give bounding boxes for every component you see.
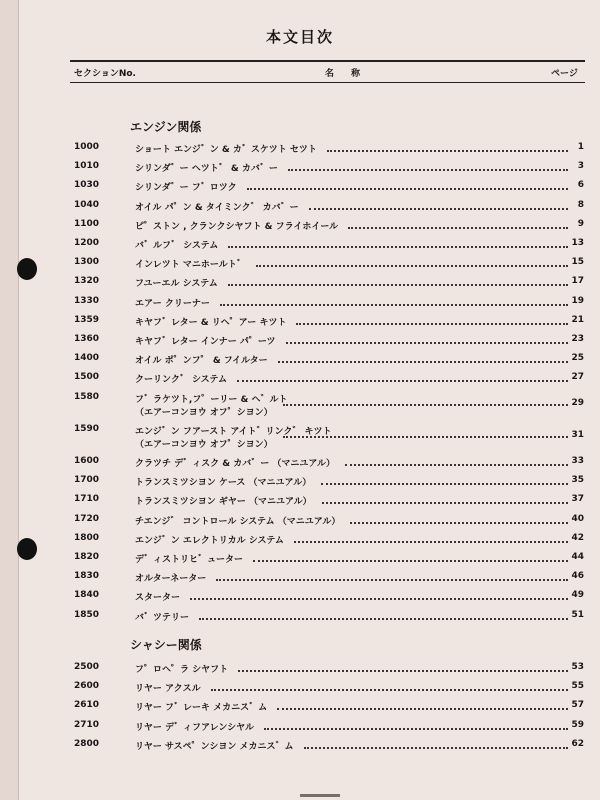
page-number: 29 (571, 397, 584, 408)
entry-name-line2: （エアーコンヨウ オフ゜シヨン） (135, 439, 273, 450)
section-number: 1010 (74, 161, 100, 172)
page-number: 57 (571, 700, 584, 711)
dot-leader (228, 284, 568, 286)
entry-name: インレツト マニホールト゛ (135, 260, 246, 271)
dot-leader (216, 579, 568, 581)
page-number: 59 (571, 719, 584, 730)
entry-name: ショート エンジ゛ン & カ゛スケツト セツト (135, 145, 317, 155)
section-number: 1200 (74, 238, 100, 248)
dot-leader (321, 483, 568, 485)
section-number: 1040 (74, 199, 100, 210)
dot-leader (256, 265, 568, 267)
dot-leader (283, 436, 568, 438)
page-number: 17 (571, 276, 584, 287)
page-number: 40 (571, 513, 584, 524)
page-number: 27 (571, 372, 584, 383)
page-number: 3 (577, 161, 584, 172)
section-number: 2710 (74, 719, 100, 730)
section-number: 1700 (74, 475, 100, 486)
section-number: 1600 (74, 456, 100, 466)
page-title: 本文目次 (265, 28, 334, 46)
dot-leader (253, 560, 568, 562)
entry-name: トランスミツシヨン ケース （マニユアル） (135, 478, 312, 489)
entry-name: エンジ゛ン エレクトリカル システム (135, 535, 284, 546)
entry-name-line2: （エアーコンヨウ オフ゜シヨン） (135, 407, 273, 418)
page-edge (0, 0, 19, 800)
page-number: 37 (571, 494, 584, 505)
section-number: 1580 (74, 391, 100, 402)
dot-leader (247, 188, 568, 190)
dot-leader (348, 227, 568, 229)
section-number: 1500 (74, 372, 100, 383)
section-number: 1360 (74, 334, 100, 344)
page-number: 55 (571, 681, 584, 692)
page-number: 21 (571, 314, 584, 325)
section-number: 1320 (74, 276, 100, 287)
dot-leader (327, 150, 568, 152)
entry-name: オルターネーター (135, 574, 207, 585)
page-number: 62 (571, 738, 584, 749)
footer-mark (300, 794, 340, 797)
page-number: 35 (571, 475, 584, 486)
dot-leader (237, 380, 568, 382)
section-number: 1800 (74, 532, 100, 543)
page-number: 25 (571, 353, 584, 364)
page-number: 15 (571, 257, 584, 268)
dot-leader (345, 464, 568, 466)
page-number: 42 (571, 532, 584, 543)
dot-leader (190, 598, 568, 600)
dot-leader (228, 246, 568, 248)
dot-leader (296, 323, 568, 325)
section-number: 1100 (74, 218, 100, 229)
dot-leader (264, 728, 568, 730)
section-number: 1400 (74, 353, 100, 364)
entry-name: リヤー アクスル (135, 684, 201, 695)
section-number: 1820 (74, 552, 100, 562)
entry-name: キヤフ゛レター インナー パ゜ーツ (135, 337, 276, 347)
section-number: 1300 (74, 257, 100, 268)
page-number: 13 (571, 238, 584, 248)
header-name: 名 称 (325, 69, 365, 79)
entry-name: デ゛ィストリヒ゛ューター (135, 555, 244, 565)
entry-name: リヤー サスペ゜ンシヨン メカニス゛ム (135, 741, 294, 752)
page-number: 31 (571, 429, 584, 440)
dot-leader (309, 208, 568, 210)
section-title: エンジン関係 (130, 120, 202, 134)
section-number: 1590 (74, 423, 100, 434)
dot-leader (199, 618, 568, 620)
dot-leader (288, 169, 568, 171)
dot-leader (211, 689, 568, 691)
entry-name: トランスミツシヨン ギヤー （マニユアル） (135, 497, 312, 508)
entry-name: リヤー フ゛レーキ メカニス゛ム (135, 703, 268, 714)
dot-leader (322, 502, 568, 504)
section-number: 1830 (74, 571, 100, 582)
dot-leader (294, 541, 568, 543)
page-number: 44 (571, 552, 584, 562)
dot-leader (220, 304, 568, 306)
page-number: 46 (571, 571, 584, 582)
section-number: 1359 (74, 314, 100, 325)
entry-name: クーリンク゛ システム (135, 375, 228, 386)
header-bottom-rule (70, 82, 585, 83)
entry-name: エアー クリーナー (135, 298, 210, 309)
entry-name: スターター (135, 593, 181, 604)
entry-name: キヤフ゛レター & リヘ゜アー キツト (135, 317, 287, 328)
dot-leader (283, 404, 568, 406)
entry-name: バ゛ツテリー (135, 612, 190, 623)
entry-name: クラツチ デ゛ィスク & カバ゛ー （マニユアル） (135, 459, 336, 469)
entry-name: リヤー デ゛ィフアレンシヤル (135, 722, 255, 733)
page-number: 23 (571, 334, 584, 344)
section-title: シャシー関係 (130, 638, 202, 652)
section-number: 2600 (74, 681, 100, 692)
section-number: 1330 (74, 295, 100, 306)
page-number: 49 (571, 590, 584, 601)
entry-name: フユーエル システム (135, 279, 218, 290)
section-number: 2800 (74, 738, 100, 749)
entry-name: フ゜ロヘ゜ラ シヤフト (135, 665, 229, 675)
section-number: 2610 (74, 700, 100, 711)
section-number: 1710 (74, 494, 100, 505)
dot-leader (238, 670, 568, 672)
page-number: 53 (571, 662, 584, 672)
entry-name: エンジ゛ン フアースト アイト゛リンク゛ キツト (135, 426, 332, 437)
entry-name: ピ゜ストン , クランクシヤフト & フライホイール (135, 221, 339, 232)
dot-leader (350, 522, 568, 524)
page-number: 9 (577, 218, 584, 229)
dot-leader (277, 708, 568, 710)
entry-name: バ゛ルフ゛ システム (135, 241, 219, 251)
entry-name: シリンダ゛ー ヘツト゛ & カバ゛ー (135, 164, 278, 175)
section-number: 2500 (74, 662, 100, 672)
dot-leader (278, 361, 568, 363)
page-number: 19 (571, 295, 584, 306)
entry-name: オイル ポ゜ンフ゜ & フイルター (135, 356, 268, 367)
section-number: 1720 (74, 513, 100, 524)
dot-leader (304, 747, 568, 749)
page-number: 33 (571, 456, 584, 466)
section-number: 1840 (74, 590, 100, 601)
section-number: 1030 (74, 180, 100, 191)
dot-leader (286, 342, 568, 344)
page-number: 8 (577, 199, 584, 210)
header-top-rule (70, 60, 585, 62)
punch-hole (17, 258, 37, 280)
header-section-no: セクションNo. (74, 69, 136, 79)
entry-name: チエンジ゛ コントロール システム （マニユアル） (135, 516, 341, 527)
section-number: 1000 (74, 142, 100, 152)
page-number: 6 (577, 180, 584, 191)
page-number: 51 (571, 609, 584, 620)
punch-hole (17, 538, 37, 560)
entry-name: シリンダ゛ー フ゛ロツク (135, 183, 237, 194)
header-page: ページ (551, 69, 578, 79)
section-number: 1850 (74, 609, 100, 620)
entry-name: オイル パ゜ン & タイミンク゛ カバ゛ー (135, 202, 299, 213)
entry-name: フ゛ラケツト,フ゜ーリー & ヘ゛ルト (135, 394, 288, 405)
page-number: 1 (577, 142, 584, 152)
